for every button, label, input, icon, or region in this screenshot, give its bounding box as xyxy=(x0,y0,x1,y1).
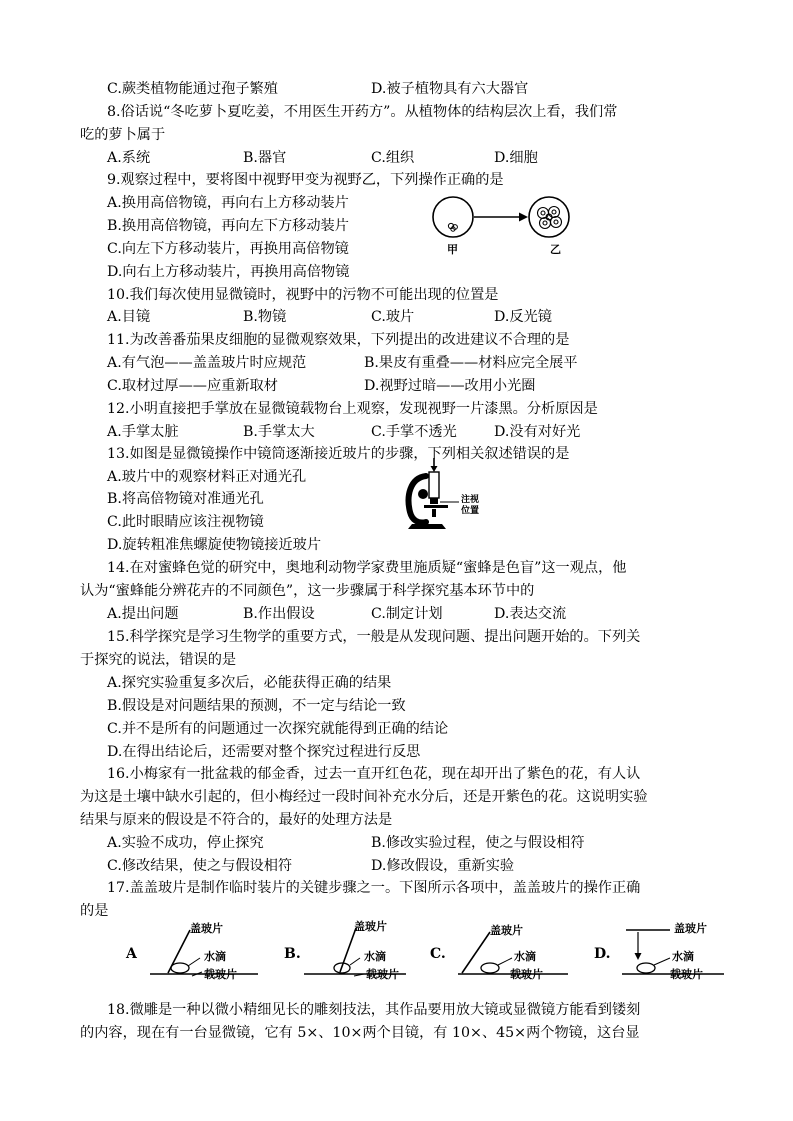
view-yi-circle xyxy=(529,197,569,237)
svg-text:盖玻片: 盖玻片 xyxy=(190,922,223,935)
q15-option-c: C.并不是所有的问题通过一次探究就能得到正确的结论 xyxy=(107,721,449,737)
svg-text:水滴: 水滴 xyxy=(204,950,226,963)
q12-option-d: D.没有对好光 xyxy=(494,424,581,440)
q17-figure-b xyxy=(284,920,406,981)
q14-stem-cont: 认为“蜜蜂能分辨花卉的不同颜色”，这一步骤属于科学探究基本环节中的 xyxy=(80,583,535,599)
q13-stem: 13.如图是显微镜操作中镜筒逐渐接近玻片的步骤，下列相关叙述错误的是 xyxy=(107,446,570,462)
q16-option-c: C.修改结果，使之与假设相符 xyxy=(107,858,293,874)
q17-stem-cont: 的是 xyxy=(80,903,109,919)
svg-text:盖玻片: 盖玻片 xyxy=(354,920,387,933)
svg-text:载玻片: 载玻片 xyxy=(670,968,703,981)
microscope-base xyxy=(408,524,446,529)
q18-stem: 18.微雕是一种以微小精细见长的雕刻技法，其作品要用放大镜或显微镜方能看到镂刻 xyxy=(107,1002,641,1018)
view-jia-label: 甲 xyxy=(447,243,458,256)
q17-stem: 17.盖盖玻片是制作临时装片的关键步骤之一。下图所示各项中，盖盖玻片的操作正确 xyxy=(107,880,641,896)
q13-option-a: A.玻片中的观察材料正对通光孔 xyxy=(107,469,307,485)
fig-option-d-label: D. xyxy=(594,946,611,962)
svg-text:载玻片: 载玻片 xyxy=(366,968,399,981)
q14-option-b: B.作出假设 xyxy=(243,606,315,622)
q17-figure-a xyxy=(125,921,258,981)
q18-stem-cont: 的内容，现在有一台显微镜，它有 5×、10×两个目镜，有 10×、45×两个物镜，这台显 xyxy=(80,1025,640,1041)
view-yi-cells xyxy=(538,207,562,229)
q16-stem-cont-2: 结果与原来的假设是不符合的，最好的处理方法是 xyxy=(80,812,393,828)
q7-option-d: D.被子植物具有六大器官 xyxy=(371,81,529,97)
view-yi-label: 乙 xyxy=(550,243,561,256)
q16-option-a: A.实验不成功，停止探究 xyxy=(107,835,264,851)
svg-text:水滴: 水滴 xyxy=(364,950,386,963)
fig-option-a-label: A xyxy=(126,946,137,962)
coarse-focus-knob xyxy=(418,489,428,499)
q13-option-c: C.此时眼睛应该注视物镜 xyxy=(107,514,264,530)
down-arrow-icon xyxy=(635,953,642,960)
q15-option-a: A.探究实验重复多次后，必能获得正确的结果 xyxy=(107,675,392,691)
svg-text:水滴: 水滴 xyxy=(514,950,536,963)
q16-option-b: B.修改实验过程，使之与假设相符 xyxy=(371,835,585,851)
q14-option-c: C.制定计划 xyxy=(371,606,443,622)
down-arrow-icon xyxy=(431,466,438,472)
microscope-tube xyxy=(429,472,439,498)
q11-option-b: B.果皮有重叠——材料应完全展平 xyxy=(364,355,578,371)
fig-option-c-label: C. xyxy=(430,946,446,962)
q11-option-c: C.取材过厚——应重新取材 xyxy=(107,378,278,394)
fig-option-b-label: B. xyxy=(284,946,301,962)
q14-option-a: A.提出问题 xyxy=(107,606,179,622)
q15-option-d: D.在得出结论后，还需要对整个探究过程进行反思 xyxy=(107,744,421,760)
arrow-head-icon xyxy=(519,213,528,222)
q9-stem: 9.观察过程中，要将图中视野甲变为视野乙，下列操作正确的是 xyxy=(107,172,504,188)
q15-option-b: B.假设是对问题结果的预测，不一定与结论一致 xyxy=(107,698,406,714)
q12-stem: 12.小明直接把手掌放在显微镜载物台上观察，发现视野一片漆黑。分析原因是 xyxy=(107,401,598,417)
q10-option-d: D.反光镜 xyxy=(494,309,552,325)
microscope-stage xyxy=(424,505,448,508)
q11-stem: 11.为改善番茄果皮细胞的显微观察效果，下列提出的改进建议不合理的是 xyxy=(107,332,570,348)
q15-stem-cont: 于探究的说法，错误的是 xyxy=(80,652,237,668)
svg-text:盖玻片: 盖玻片 xyxy=(674,922,707,935)
q8-stem: 8.俗话说“冬吃萝卜夏吃姜，不用医生开药方”。从植物体的结构层次上看，我们常 xyxy=(107,104,618,120)
q8-option-c: C.组织 xyxy=(371,150,415,166)
q9-option-b: B.换用高倍物镜，再向左下方移动装片 xyxy=(107,218,349,234)
q16-stem-cont-1: 为这是土壤中缺水引起的，但小梅经过一段时间补充水分后，还是开紫色的花。这说明实验 xyxy=(80,789,648,805)
q11-option-d: D.视野过暗——改用小光圈 xyxy=(364,378,536,394)
fig-label-position: 位置 xyxy=(461,506,480,516)
svg-text:水滴: 水滴 xyxy=(672,950,694,963)
q10-stem: 10.我们每次使用显微镜时，视野中的污物不可能出现的位置是 xyxy=(107,287,499,303)
q10-option-a: A.目镜 xyxy=(107,309,151,325)
q12-option-c: C.手掌不透光 xyxy=(371,424,457,440)
q9-option-a: A.换用高倍物镜，再向右上方移动装片 xyxy=(107,195,349,211)
q17-figure-d xyxy=(594,921,724,981)
q10-option-c: C.玻片 xyxy=(371,309,415,325)
q8-option-d: D.细胞 xyxy=(494,150,538,166)
q9-option-d: D.向右上方移动装片，再换用高倍物镜 xyxy=(107,264,350,280)
q13-option-b: B.将高倍物镜对准通光孔 xyxy=(107,491,264,507)
q13-option-d: D.旋转粗准焦螺旋使物镜接近玻片 xyxy=(107,537,322,553)
q12-option-a: A.手掌太脏 xyxy=(107,424,179,440)
microscope-arm xyxy=(409,476,426,523)
q16-stem: 16.小梅家有一批盆栽的郁金香，过去一直开红色花，现在却开出了紫色的花，有人认 xyxy=(107,766,641,782)
q8-stem-cont: 吃的萝卜属于 xyxy=(80,127,166,143)
svg-text:载玻片: 载玻片 xyxy=(510,968,543,981)
q17-figure-c xyxy=(430,923,568,981)
svg-text:盖玻片: 盖玻片 xyxy=(490,924,523,937)
q17-coverslip-figure xyxy=(118,920,728,986)
fig-label-gaze: 注视 xyxy=(461,495,480,505)
q14-option-d: D.表达交流 xyxy=(494,606,567,622)
q7-option-c: C.蕨类植物能通过孢子繁殖 xyxy=(107,81,278,97)
q9-microscope-view-figure xyxy=(428,188,588,260)
q8-option-b: B.器官 xyxy=(243,150,287,166)
q11-option-a: A.有气泡——盖盖玻片时应规范 xyxy=(107,355,307,371)
q14-stem: 14.在对蜜蜂色觉的研究中，奥地利动物学家费里施质疑“蜜蜂是色盲”这一观点，他 xyxy=(107,560,627,576)
q8-option-a: A.系统 xyxy=(107,150,151,166)
q13-microscope-figure xyxy=(396,456,496,534)
q10-option-b: B.物镜 xyxy=(243,309,287,325)
q15-stem: 15.科学探究是学习生物学的重要方式，一般是从发现问题、提出问题开始的。下列关 xyxy=(107,629,641,645)
view-jia-cells xyxy=(448,223,457,231)
q9-option-c: C.向左下方移动装片，再换用高倍物镜 xyxy=(107,241,349,257)
svg-text:载玻片: 载玻片 xyxy=(204,968,237,981)
q12-option-b: B.手掌太大 xyxy=(243,424,315,440)
q16-option-d: D.修改假设，重新实验 xyxy=(371,858,515,874)
